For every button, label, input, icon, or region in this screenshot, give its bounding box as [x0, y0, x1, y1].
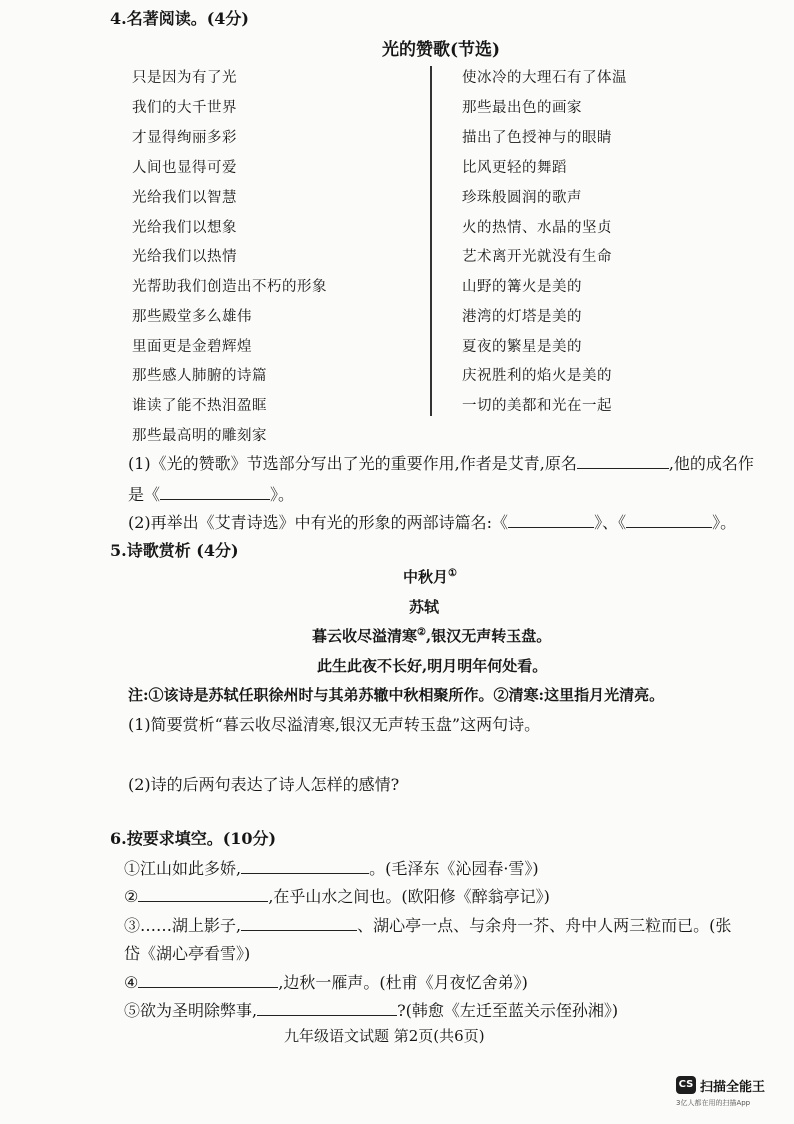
fill-blank-4[interactable]: [138, 973, 278, 988]
poem-name-blank-1[interactable]: [508, 513, 594, 528]
q5-heading: 5.诗歌赏析 (4分): [110, 541, 239, 560]
q5-line1-text-2: ,银汉无声转玉盘。: [425, 627, 552, 645]
q5-subquestion-1: (1)简要赏析“暮云收尽溢清寒,银汉无声转玉盘”这两句诗。: [128, 715, 541, 734]
q5-poem-line-2: 此生此夜不长好,明月明年何处看。: [317, 657, 548, 675]
q4-subquestion-2: [128, 510, 736, 533]
q4-sub1-text-4: 》。: [270, 485, 295, 504]
q5-poem-line-1: [312, 625, 551, 646]
poem-line: 里面更是金碧辉煌: [132, 339, 252, 355]
poem-line: 描出了色授神与的眼睛: [462, 130, 612, 146]
q4-sub1-text-3: 是《: [128, 485, 161, 504]
poem-line: 山野的篝火是美的: [462, 279, 582, 295]
poem-line: 庆祝胜利的焰火是美的: [462, 368, 612, 384]
poem-line: 那些最出色的画家: [462, 100, 582, 116]
q5-line1-text: 暮云收尽溢清寒: [312, 627, 418, 645]
poem-line: 我们的大千世界: [132, 100, 237, 116]
poem-line: 珍珠般圆润的歌声: [462, 190, 582, 206]
q5-subquestion-2: (2)诗的后两句表达了诗人怎样的感情?: [128, 775, 400, 794]
fill-blank-3[interactable]: [241, 916, 357, 931]
q4-sub1-text-2: ,他的成名作: [668, 454, 754, 473]
q6-item-2: [124, 884, 550, 907]
poem-line: 谁读了能不热泪盈眶: [132, 398, 267, 414]
q4-sub1-text: (1)《光的赞歌》节选部分写出了光的重要作用,作者是艾青,原名: [128, 454, 577, 473]
poem-line: 那些感人肺腑的诗篇: [132, 368, 267, 384]
poem-line: 夏夜的繁星是美的: [462, 339, 582, 355]
fill-blank-5[interactable]: [257, 1001, 397, 1016]
poem-line: 光给我们以想象: [132, 220, 237, 236]
poem-line: 光帮助我们创造出不朽的形象: [132, 279, 327, 295]
q5-note: 注:①该诗是苏轼任职徐州时与其弟苏辙中秋相聚所作。②清寒:这里指月光清亮。: [128, 686, 665, 704]
q6-item3-text-2: 、湖心亭一点、与余舟一芥、舟中人两三粒而已。(张: [357, 916, 732, 935]
poem-line: 光给我们以智慧: [132, 190, 237, 206]
poem-line: 一切的美都和光在一起: [462, 398, 612, 414]
page-footer: 九年级语文试题 第2页(共6页): [284, 1027, 485, 1045]
q6-item-3: [124, 913, 731, 936]
q6-item-1: [124, 856, 539, 879]
q6-item4-text: ④: [124, 973, 139, 992]
q6-item2-text: ②: [124, 887, 139, 906]
q6-item-5: [124, 998, 618, 1021]
q5-poem-title-text: 中秋月: [403, 568, 449, 586]
q4-poem-title: 光的赞歌(节选): [382, 40, 501, 60]
poem-line: 才显得绚丽多彩: [132, 130, 237, 146]
q4-sub2-text: (2)再举出《艾青诗选》中有光的形象的两部诗篇名:《: [128, 513, 509, 532]
q4-sub2-text-3: 》。: [712, 513, 737, 532]
footnote-mark: ①: [448, 568, 457, 579]
poem-line: 港湾的灯塔是美的: [462, 309, 582, 325]
q6-item5-text-2: ?(韩愈《左迁至蓝关示侄孙湘》): [397, 1001, 619, 1020]
poem-name-blank-2[interactable]: [626, 513, 712, 528]
column-divider: [430, 66, 432, 416]
q4-subquestion-1: [128, 451, 754, 474]
poem-line: 艺术离开光就没有生命: [462, 249, 612, 265]
q6-item3-text: ③……湖上影子,: [124, 916, 242, 935]
poem-line: 只是因为有了光: [132, 70, 237, 86]
q6-item-3-cont: 岱《湖心亭看雪》): [124, 944, 251, 963]
q5-poem-title: [403, 566, 457, 587]
q4-heading: 4.名著阅读。(4分): [110, 9, 249, 28]
poem-line: 比风更轻的舞蹈: [462, 160, 567, 176]
camscanner-tagline: 3亿人都在用的扫描App: [676, 1099, 751, 1107]
poem-line: 火的热情、水晶的坚贞: [462, 220, 612, 236]
q4-subquestion-1-cont: [128, 482, 294, 505]
camscanner-logo-icon: CS: [676, 1076, 696, 1094]
fill-blank-1[interactable]: [241, 859, 369, 874]
q6-item-4: [124, 970, 528, 993]
poem-line: 光给我们以热情: [132, 249, 237, 265]
famous-work-blank[interactable]: [160, 485, 270, 500]
q6-item2-text-2: ,在乎山水之间也。(欧阳修《醉翁亭记》): [268, 887, 550, 906]
poem-line: 使冰冷的大理石有了体温: [462, 70, 627, 86]
poem-line: 人间也显得可爱: [132, 160, 237, 176]
q5-poem-author: 苏轼: [409, 598, 440, 616]
q6-item1-text-2: 。(毛泽东《沁园春·雪》): [369, 859, 539, 878]
q6-item5-text: ⑤欲为圣明除弊事,: [124, 1001, 258, 1020]
camscanner-name: 扫描全能王: [700, 1080, 766, 1095]
poem-line: 那些殿堂多么雄伟: [132, 309, 252, 325]
q4-sub2-text-2: 》、《: [594, 513, 627, 532]
q6-heading: 6.按要求填空。(10分): [110, 829, 277, 848]
author-name-blank[interactable]: [577, 454, 669, 469]
poem-line: 那些最高明的雕刻家: [132, 428, 267, 444]
fill-blank-2[interactable]: [138, 887, 268, 902]
q6-item4-text-2: ,边秋一雁声。(杜甫《月夜忆舍弟》): [278, 973, 528, 992]
q6-item1-text: ①江山如此多娇,: [124, 859, 242, 878]
footnote-mark: ②: [417, 627, 426, 638]
